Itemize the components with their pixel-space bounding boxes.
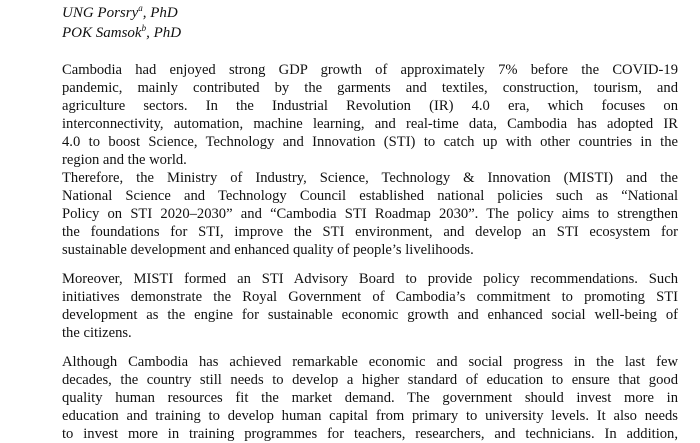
paragraph <box>62 61 678 169</box>
text-line: Therefore, the Ministry of Industry, Science, Technology & Innovation (MISTI) and the <box>62 170 678 186</box>
paragraph <box>62 169 678 259</box>
text-line: to invest more in training programmes for teachers, researchers, and technicians. In addition, <box>62 426 678 442</box>
paragraph <box>62 270 678 342</box>
author-degree: , PhD <box>146 25 182 41</box>
text-line: Although Cambodia has achieved remarkable economic and social progress in the last few <box>62 354 678 370</box>
text-line: pandemic, mainly contributed by the garments and textiles, construction, tourism, and <box>62 80 678 96</box>
text-line: Moreover, MISTI formed an STI Advisory Board to provide policy recommendations. Such <box>62 271 678 287</box>
author <box>62 3 181 23</box>
text-line: Policy on STI 2020–2030” and “Cambodia STI Roadmap 2030”. The policy aims to strengthen <box>62 206 678 222</box>
text-line: the citizens. <box>62 325 132 341</box>
text-line: 4.0 to boost Science, Technology and Innovation (STI) to catch up with other countries in the <box>62 134 678 150</box>
author-list <box>62 3 181 43</box>
affiliation-mark: b <box>141 23 147 33</box>
author-degree: , PhD <box>142 5 178 21</box>
text-line: National Science and Technology Council established national policies such as “National <box>62 188 678 204</box>
author <box>62 23 181 43</box>
text-line: agriculture sectors. In the Industrial Revolution (IR) 4.0 era, which focuses on <box>62 98 678 114</box>
author-name: POK Samsok <box>62 25 142 41</box>
text-line: region and the world. <box>62 152 187 168</box>
text-line: initiatives demonstrate the Royal Government of Cambodia’s commitment to promoting STI <box>62 289 678 305</box>
text-line: Cambodia had enjoyed strong GDP growth of approximately 7% before the COVID-19 <box>62 62 678 78</box>
author-name: UNG Porsry <box>62 5 139 21</box>
text-line: decades, the country still needs to develop a higher standard of education to ensure that good <box>62 372 678 388</box>
affiliation-mark: a <box>138 3 143 13</box>
text-line: interconnectivity, automation, machine learning, and real-time data, Cambodia has adopted IR <box>62 116 678 132</box>
text-line: sustainable development and enhanced quality of people’s livelihoods. <box>62 242 474 258</box>
text-line: development as the engine for sustainable economic growth and enhanced social well-being of <box>62 307 678 323</box>
text-line: education and training to develop human capital from primary to university levels. It also needs <box>62 408 678 424</box>
text-line: quality human resources fit the market demand. The government should invest more in <box>62 390 678 406</box>
text-line: the foundations for STI, improve the STI environment, and develop an STI ecosystem for <box>62 224 678 240</box>
